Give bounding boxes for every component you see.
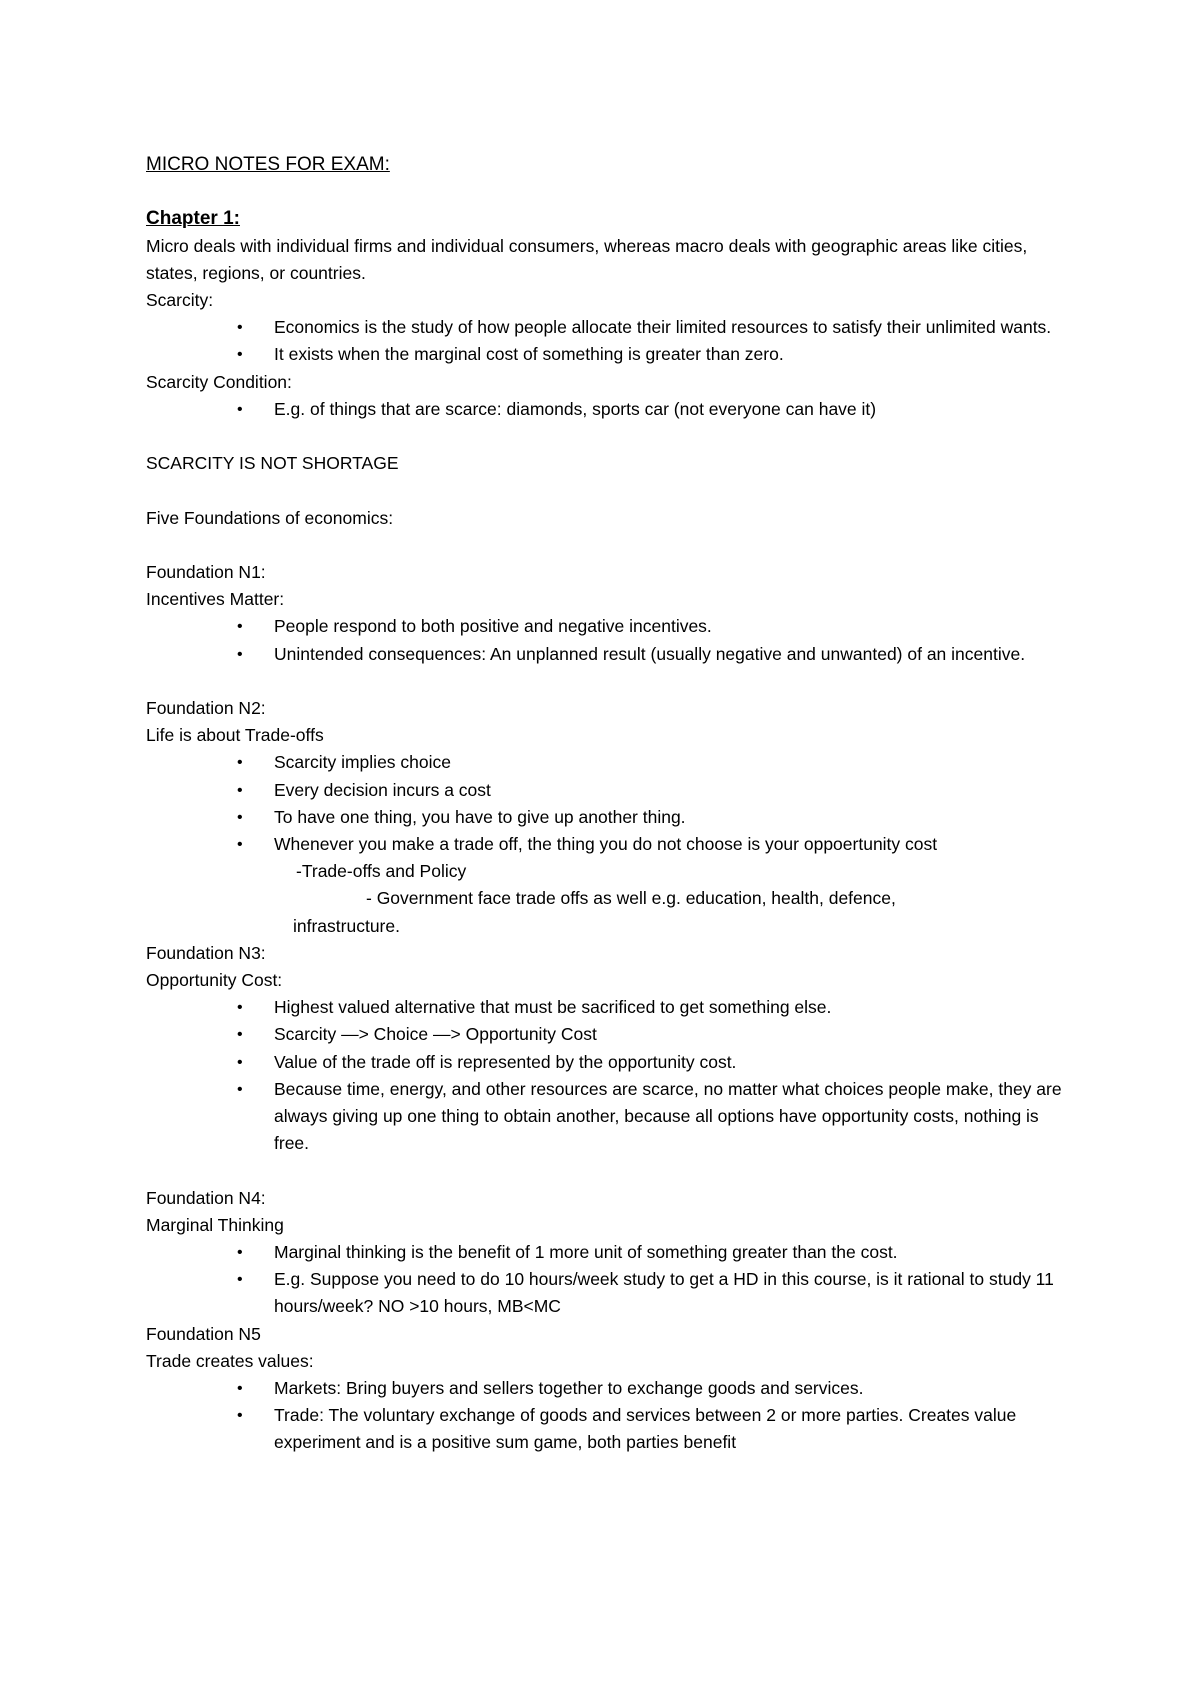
bullet-icon: •: [237, 400, 243, 418]
spacer: [146, 477, 1076, 504]
bullet-icon: •: [237, 319, 243, 337]
spacer: [146, 423, 1076, 450]
spacer: [146, 532, 1076, 559]
list-item: • Markets: Bring buyers and sellers together to exchange goods and services.: [146, 1375, 1076, 1402]
foundation-4-list: [146, 1239, 1076, 1321]
list-item: • Because time, energy, and other resources are scarce, no matter what choices people make, they are always giving up one thing to obtain another, because all options have opportunity costs, nothing is free.: [146, 1076, 1076, 1158]
government-tradeoffs-continued: infrastructure.: [293, 915, 400, 936]
foundation-3-heading: Opportunity Cost:: [146, 969, 283, 990]
list-item: • Trade: The voluntary exchange of goods and services between 2 or more parties. Creates value experiment and is a positive sum game, both parties benefit: [146, 1402, 1076, 1456]
government-tradeoffs-subitem: - Government face trade offs as well e.g. education, health, defence,: [366, 888, 896, 909]
bullet-icon: •: [237, 835, 243, 853]
notes-content: [146, 151, 1076, 1457]
bullet-icon: •: [237, 645, 243, 663]
list-item: • Economics is the study of how people allocate their limited resources to satisfy their unlimited wants.: [146, 314, 1076, 341]
list-item: • Scarcity implies choice: [146, 749, 1076, 776]
foundation-2-label: Foundation N2:: [146, 697, 266, 718]
five-foundations-heading: Five Foundations of economics:: [146, 507, 394, 528]
bullet-icon: •: [237, 754, 243, 772]
bullet-icon: •: [237, 1271, 243, 1289]
document-title: MICRO NOTES FOR EXAM:: [146, 154, 390, 175]
bullet-icon: •: [237, 618, 243, 636]
list-item: • Highest valued alternative that must be sacrificed to get something else.: [146, 994, 1076, 1021]
spacer: [146, 668, 1076, 695]
list-item: • Whenever you make a trade off, the thing you do not choose is your oppoertunity cost: [146, 831, 1076, 858]
list-item: • It exists when the marginal cost of something is greater than zero.: [146, 341, 1076, 368]
scarcity-list: [146, 314, 1076, 368]
list-item: • E.g. Suppose you need to do 10 hours/week study to get a HD in this course, is it rational to study 11 hours/week? NO >10 hours, MB<MC: [146, 1266, 1076, 1320]
scarcity-condition-list: [146, 396, 1076, 423]
bullet-icon: •: [237, 781, 243, 799]
list-item: • People respond to both positive and negative incentives.: [146, 613, 1076, 640]
list-item: • Scarcity —> Choice —> Opportunity Cost: [146, 1021, 1076, 1048]
foundation-2-list: [146, 749, 1076, 858]
spacer: [146, 178, 1076, 205]
bullet-icon: •: [237, 1380, 243, 1398]
list-item: • To have one thing, you have to give up another thing.: [146, 804, 1076, 831]
foundation-1-list: [146, 613, 1076, 667]
foundation-5-label: Foundation N5: [146, 1323, 261, 1344]
foundation-3-label: Foundation N3:: [146, 942, 266, 963]
foundation-2-heading: Life is about Trade-offs: [146, 725, 324, 746]
foundation-5-heading: Trade creates values:: [146, 1350, 314, 1371]
bullet-icon: •: [237, 1244, 243, 1261]
list-item: • Marginal thinking is the benefit of 1 more unit of something greater than the cost.: [146, 1239, 1076, 1266]
list-item: • E.g. of things that are scarce: diamonds, sports car (not everyone can have it): [146, 396, 1076, 423]
trade-offs-policy-subitem: -Trade-offs and Policy: [296, 861, 467, 882]
foundation-1-heading: Incentives Matter:: [146, 589, 285, 610]
foundation-4-label: Foundation N4:: [146, 1187, 266, 1208]
not-shortage-note: SCARCITY IS NOT SHORTAGE: [146, 453, 399, 474]
scarcity-heading: Scarcity:: [146, 289, 214, 310]
list-item: • Every decision incurs a cost: [146, 777, 1076, 804]
bullet-icon: •: [237, 346, 243, 364]
bullet-icon: •: [237, 1053, 243, 1071]
intro-paragraph: Micro deals with individual firms and individual consumers, whereas macro deals with geographic areas like cities, states, regions, or countries.: [146, 235, 1028, 283]
bullet-icon: •: [237, 1407, 243, 1425]
list-item: • Value of the trade off is represented by the opportunity cost.: [146, 1049, 1076, 1076]
chapter-heading: Chapter 1:: [146, 208, 240, 230]
foundation-4-heading: Marginal Thinking: [146, 1214, 284, 1235]
foundation-1-label: Foundation N1:: [146, 561, 266, 582]
bullet-icon: •: [237, 808, 243, 826]
spacer: [146, 1157, 1076, 1184]
foundation-5-list: [146, 1375, 1076, 1457]
bullet-icon: •: [237, 999, 243, 1017]
bullet-icon: •: [237, 1080, 243, 1098]
bullet-icon: •: [237, 1026, 243, 1044]
list-item: • Unintended consequences: An unplanned result (usually negative and unwanted) of an incentive.: [146, 641, 1076, 668]
foundation-3-list: [146, 994, 1076, 1157]
scarcity-condition-heading: Scarcity Condition:: [146, 371, 292, 392]
